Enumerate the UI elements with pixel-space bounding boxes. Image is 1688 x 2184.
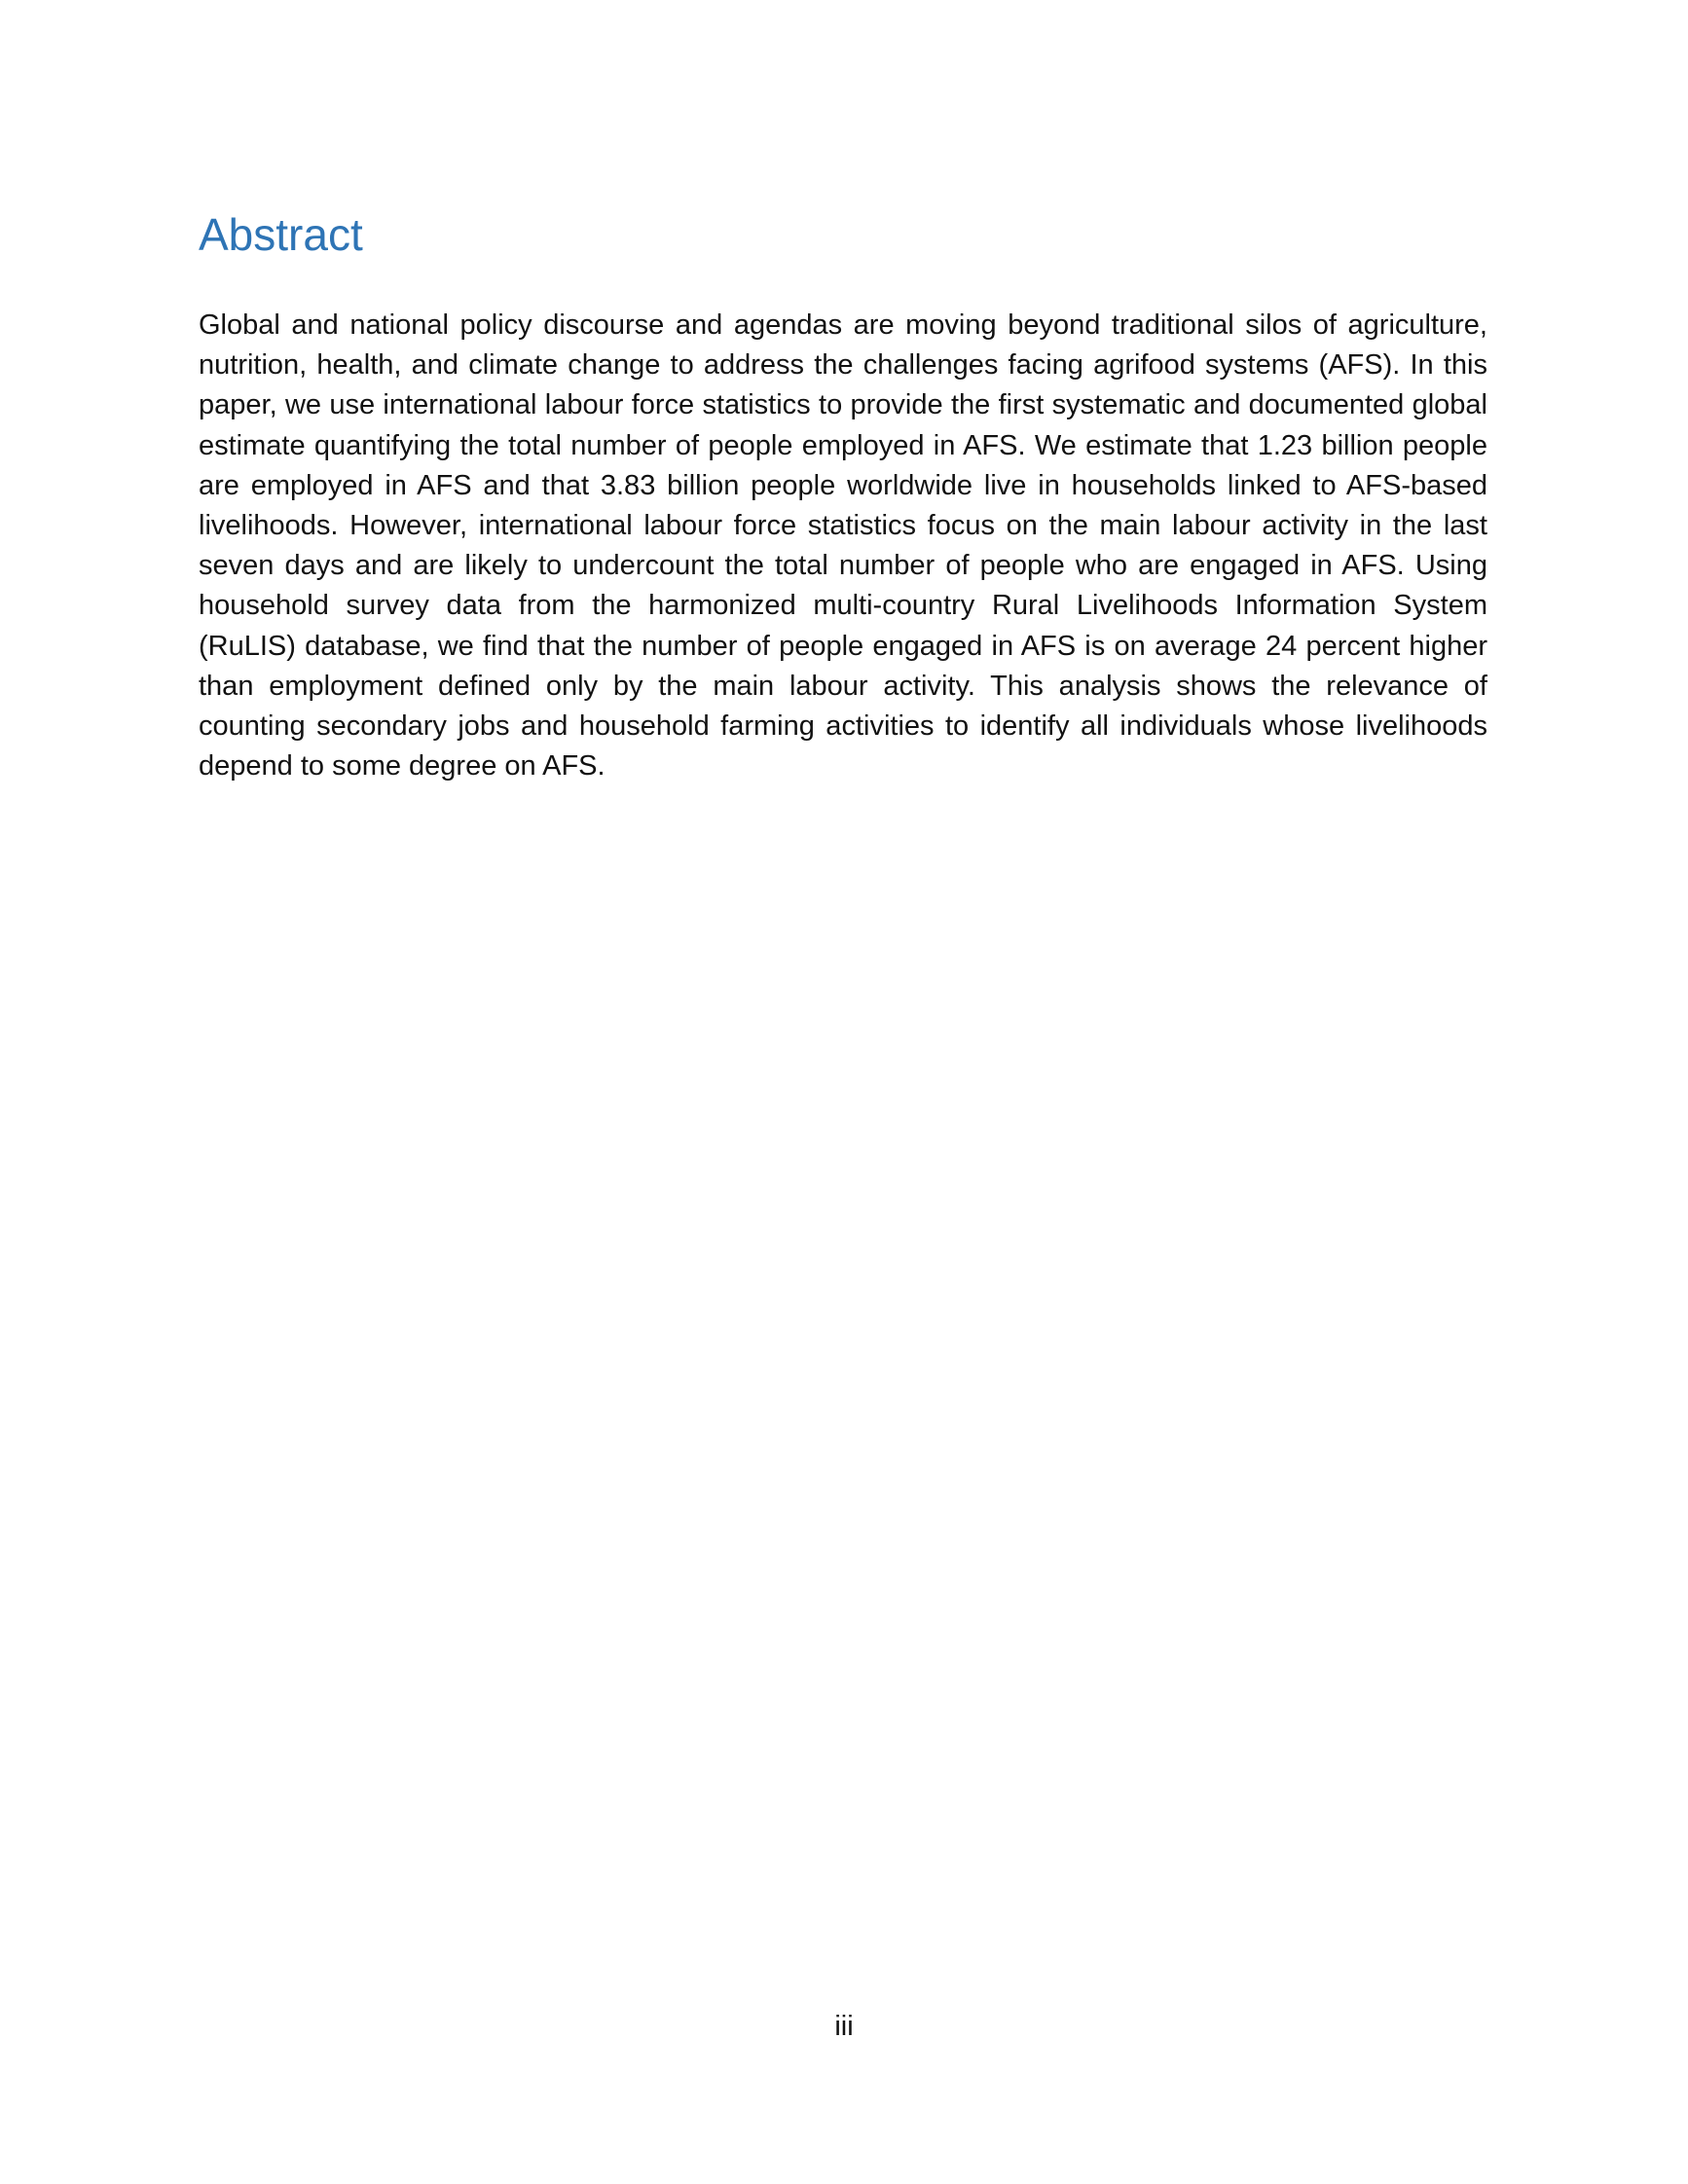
page-number: iii xyxy=(834,2011,854,2042)
abstract-heading: Abstract xyxy=(199,209,363,260)
abstract-paragraph: Global and national policy discourse and agendas are moving beyond traditional silos of agriculture, nutrition, health, and climate change to address the challenges facing agrifood systems (AFS). In this paper, we use international labour force statistics to provide the first systematic and documented global estimate quantifying the total number of people employed in AFS. We estimate that 1.23 billion people are employed in AFS and that 3.83 billion people worldwide live in households linked to AFS-based livelihoods. However, international labour force statistics focus on the main labour activity in the last seven days and are likely to undercount the total number of people who are engaged in AFS. Using household survey data from the harmonized multi-country Rural Livelihoods Information System (RuLIS) database, we find that the number of people engaged in AFS is on average 24 percent higher than employment defined only by the main labour activity. This analysis shows the relevance of counting secondary jobs and household farming activities to identify all individuals whose livelihoods depend to some degree on AFS. xyxy=(199,309,1487,783)
